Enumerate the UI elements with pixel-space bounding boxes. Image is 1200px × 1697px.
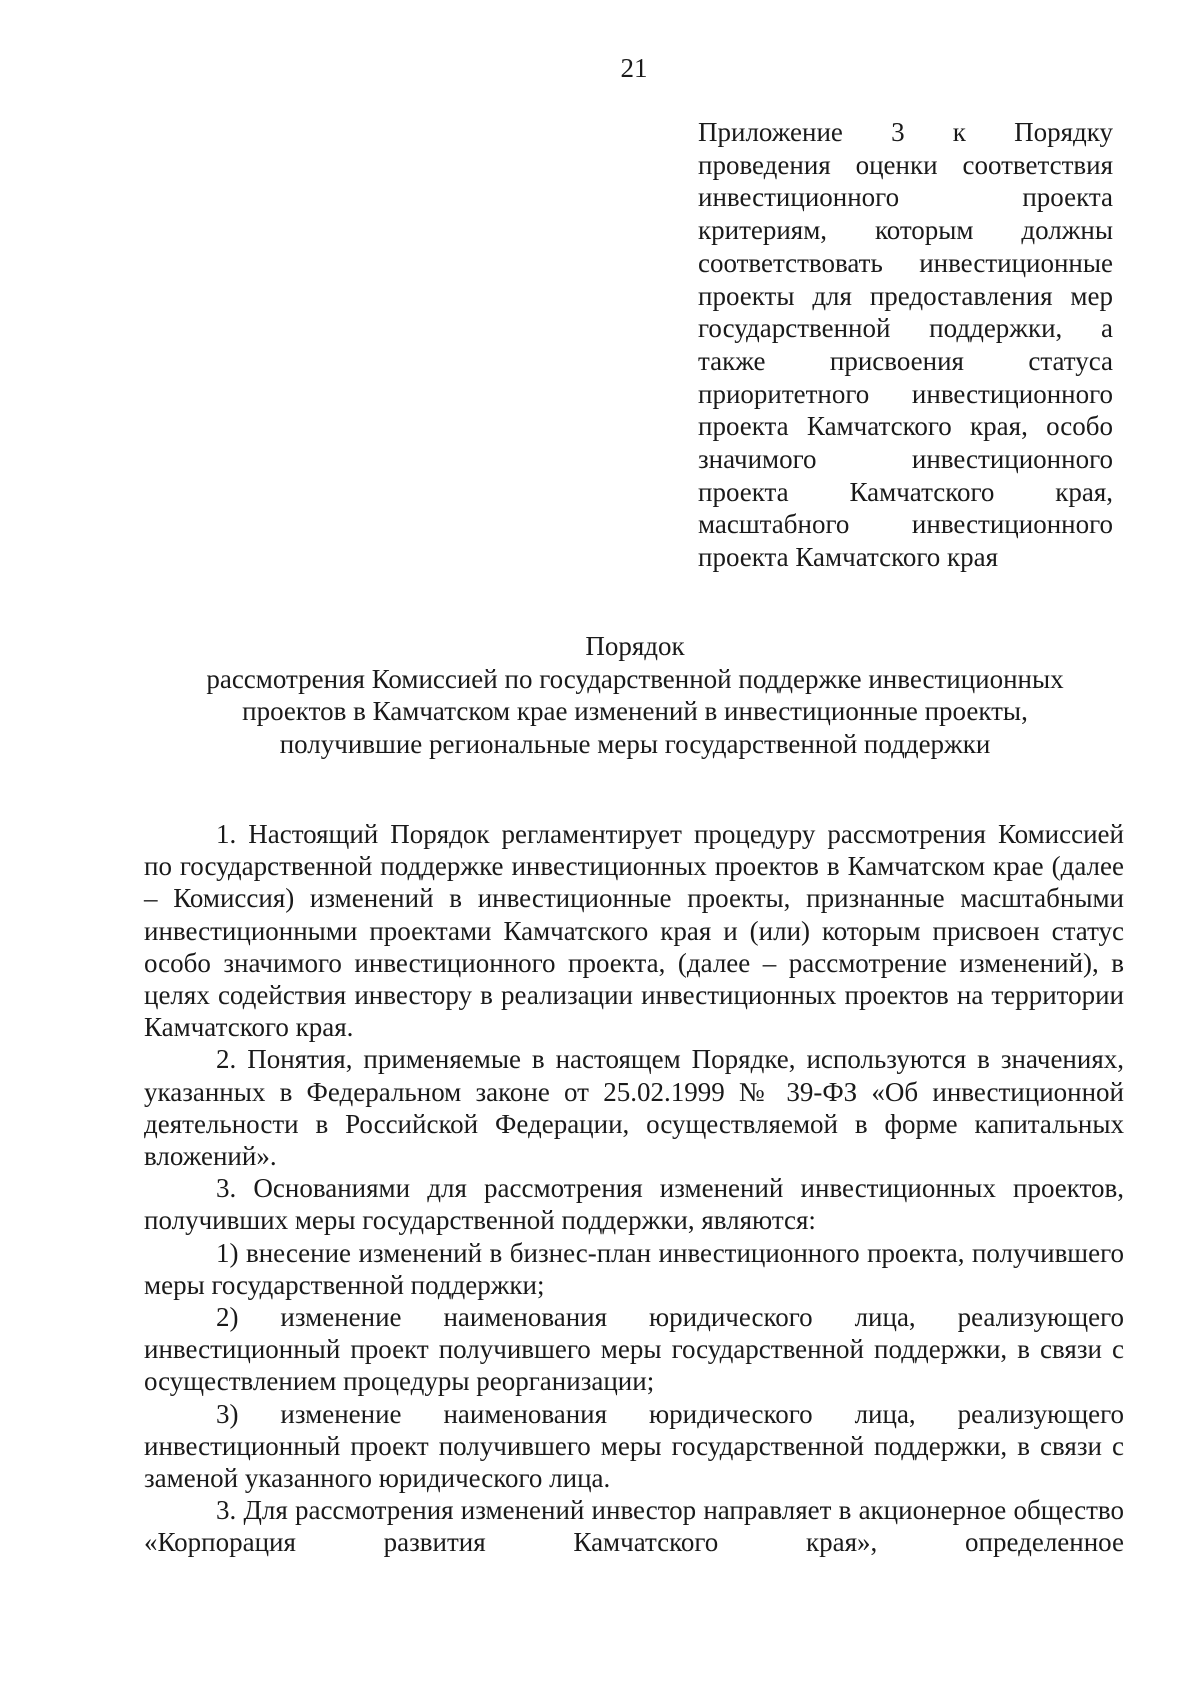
paragraph-4: 3. Для рассмотрения изменений инвестор направляет в акционерное общество «Корпорация развития Камчатского края», определенное <box>144 1495 1124 1558</box>
paragraph-3: 3. Основаниями для рассмотрения изменений инвестиционных проектов, получивших меры государственной поддержки, являются: <box>144 1173 1124 1236</box>
appendix-reference: Приложение 3 к Порядку проведения оценки соответствия инвестиционного проекта критериям, которым должны соответствовать инвестиционные проекты для предоставления мер государственной поддержки, а также присвоения статуса приоритетного инвестиционного проекта Камчатского края, особо значимого инвестиционного проекта Камчатского края, масштабного инвестиционного проекта Камчатского края <box>698 117 1113 573</box>
list-item-3: 3) изменение наименования юридического лица, реализующего инвестиционный проект получившего меры государственной поддержки, в связи с заменой указанного юридического лица. <box>144 1398 1124 1494</box>
document-body <box>144 818 1124 1559</box>
title-line: получившие региональные меры государственной поддержки <box>279 728 991 759</box>
paragraph-1: 1. Настоящий Порядок регламентирует процедуру рассмотрения Комиссией по государственной поддержке инвестиционных проектов в Камчатском крае (далее – Комиссия) изменений в инвестиционные проекты, признанные масштабными инвестиционными проектами Камчатского края и (или) которым присвоен статус особо значимого инвестиционного проекта, (далее – рассмотрение изменений), в целях содействия инвестору в реализации инвестиционных проектов на территории Камчатского края. <box>144 819 1124 1043</box>
list-item-2: 2) изменение наименования юридического лица, реализующего инвестиционный проект получившего меры государственной поддержки, в связи с осуществлением процедуры реорганизации; <box>144 1302 1124 1397</box>
page-number: 21 <box>620 53 648 83</box>
title-heading: Порядок <box>585 631 685 661</box>
title-line: проектов в Камчатском крае изменений в инвестиционные проекты, <box>242 696 1028 726</box>
paragraph-2: 2. Понятия, применяемые в настоящем Порядке, используются в значениях, указанных в Федеральном законе от 25.02.1999 № 39-ФЗ «Об инвестиционной деятельности в Российской Федерации, осуществляемой в форме капитальных вложений». <box>144 1044 1124 1172</box>
list-item-1: 1) внесение изменений в бизнес-план инвестиционного проекта, получившего меры государственной поддержки; <box>144 1237 1124 1300</box>
title-line: рассмотрения Комиссией по государственной поддержке инвестиционных <box>206 663 1064 694</box>
document-title <box>140 630 1130 760</box>
